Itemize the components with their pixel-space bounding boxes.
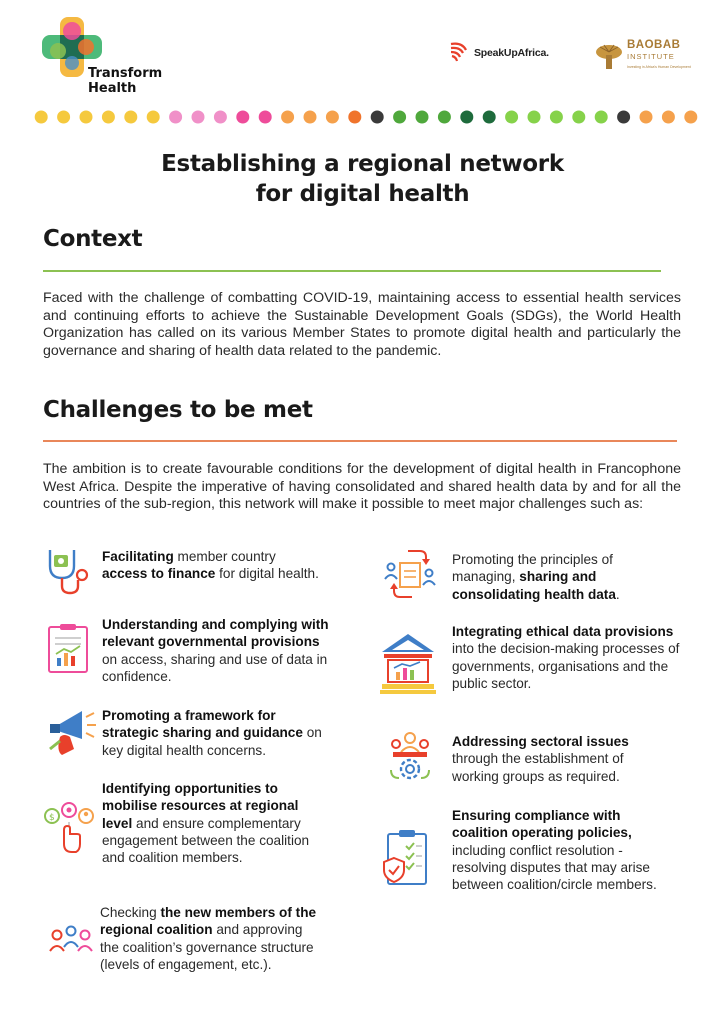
baobab-tagline: Investing in Africa's Human Development — [627, 65, 691, 69]
decorative-dot — [80, 111, 93, 124]
decorative-dot — [102, 111, 115, 124]
emphasis-text: Ensuring compliance with coalition operating policies, — [452, 808, 632, 841]
decorative-dot — [124, 111, 137, 124]
svg-text:$: $ — [49, 813, 55, 823]
decorative-dot — [281, 111, 294, 124]
decorative-dot — [483, 111, 496, 124]
challenge-members-text — [100, 904, 318, 973]
body-text: on access, sharing and use of data in confidence. — [102, 651, 328, 684]
decorative-dot — [371, 111, 384, 124]
challenge-ethical-data-text — [452, 623, 688, 692]
baobab-line-2: INSTITUTE — [627, 52, 675, 61]
body-text: and approving the coalition’s governance structure (levels of engagement, etc.). — [100, 922, 314, 972]
challenge-data-sharing-text — [452, 551, 652, 603]
baobab-institute-logo — [594, 40, 691, 73]
decorative-dot — [259, 111, 272, 124]
decorative-dot — [505, 111, 518, 124]
context-divider — [43, 270, 661, 272]
challenges-heading: Challenges to be met — [43, 397, 313, 423]
decorative-dot — [393, 111, 406, 124]
institution-icon — [378, 630, 438, 696]
decorative-dot — [528, 111, 541, 124]
decorative-dot — [640, 111, 653, 124]
title-line-2: for digital health — [255, 181, 470, 207]
decorative-dot — [169, 111, 182, 124]
challenge-compliance-text — [452, 807, 674, 893]
challenge-framework-text — [102, 707, 334, 759]
decorative-dot — [192, 111, 205, 124]
body-text: Promoting the principles of managing, — [452, 552, 613, 585]
logo-line-1: Transform — [88, 66, 163, 81]
emphasis-text: Facilitating — [102, 549, 174, 564]
emphasis-text: Understanding and complying with relevant governmental provisions — [102, 617, 329, 650]
emphasis-text: access to finance — [102, 566, 216, 582]
members-group-icon — [48, 925, 94, 959]
compliance-checklist-icon — [382, 828, 432, 886]
emphasis-text: Promoting a framework for strategic sharing and guidance — [102, 708, 303, 741]
context-heading: Context — [43, 226, 143, 252]
emphasis-text: Identifying opportunities to mobilise resources at regional level — [102, 781, 299, 831]
challenge-sectoral-text — [452, 733, 674, 785]
challenge-provisions-text — [102, 616, 334, 685]
decorative-dot — [326, 111, 339, 124]
decorative-dot — [662, 111, 675, 124]
decorative-dot — [236, 111, 249, 124]
logo-line-2: Health — [88, 81, 137, 96]
body-text: Checking — [100, 905, 161, 920]
body-text: on key digital health concerns. — [102, 725, 322, 758]
emphasis-text: the new members of the regional coalition — [100, 905, 317, 938]
speakupafrica-name: SpeakUpAfrica. — [474, 47, 549, 59]
body-text: through the establishment of working groups as required. — [452, 751, 624, 784]
body-text: . — [615, 586, 620, 602]
decorative-dot — [572, 111, 585, 124]
decorative-dot — [460, 111, 473, 124]
decorative-dot — [438, 111, 451, 124]
body-text: member country — [173, 549, 276, 564]
body-text: into the decision-making processes of governments, organisations and the public sector. — [452, 641, 680, 691]
context-paragraph: Faced with the challenge of combatting COVID-19, maintaining access to essential health services and continuing efforts to achieve the Sustainable Development Goals (SDGs), the World Health Organization has called on its various Member States to promote digital health and particularly the governance and sharing of health data related to the pandemic. — [43, 290, 681, 359]
decorative-dot-row — [30, 109, 702, 125]
clipboard-chart-icon — [46, 622, 90, 674]
logo-wordmark — [88, 66, 162, 96]
resources-hand-icon — [40, 800, 96, 858]
megaphone-icon — [44, 703, 98, 759]
title-line-1: Establishing a regional network — [161, 151, 564, 177]
decorative-dot — [57, 111, 70, 124]
decorative-dot — [595, 111, 608, 124]
decorative-dot — [147, 111, 160, 124]
speakupafrica-mark-icon — [448, 40, 470, 66]
body-text: for digital health. — [215, 566, 319, 582]
challenge-resources-text — [102, 780, 322, 866]
decorative-dot — [348, 111, 361, 124]
challenges-divider — [43, 440, 677, 442]
body-text: including conflict resolution - resolving disputes that may arise between coalition/circle members. — [452, 842, 657, 893]
page-title — [0, 149, 725, 209]
data-sharing-icon — [382, 545, 438, 603]
decorative-dot — [617, 111, 630, 124]
stethoscope-icon — [42, 546, 94, 596]
working-group-icon — [385, 730, 435, 782]
challenge-finance-text — [102, 548, 322, 583]
speakupafrica-logo — [448, 40, 549, 66]
emphasis-text: sharing and consolidating health data — [452, 569, 616, 602]
decorative-dot — [416, 111, 429, 124]
decorative-dot — [550, 111, 563, 124]
decorative-dot — [35, 111, 48, 124]
emphasis-text: Addressing sectoral issues — [452, 734, 629, 749]
emphasis-text: Integrating ethical data provisions — [452, 624, 674, 639]
baobab-tree-icon — [594, 43, 624, 71]
body-text: and ensure complementary engagement between the coalition and coalition members. — [102, 815, 310, 866]
challenges-intro: The ambition is to create favourable conditions for the development of digital health in Francophone West Africa. Despite the imperative of having consolidated and shared health data by and for all the countries of the sub-region, this network will make it possible to meet major challenges such as: — [43, 461, 681, 512]
decorative-dot — [684, 111, 697, 124]
decorative-dot — [214, 111, 227, 124]
baobab-line-1: BAOBAB — [627, 39, 681, 51]
decorative-dot — [304, 111, 317, 124]
